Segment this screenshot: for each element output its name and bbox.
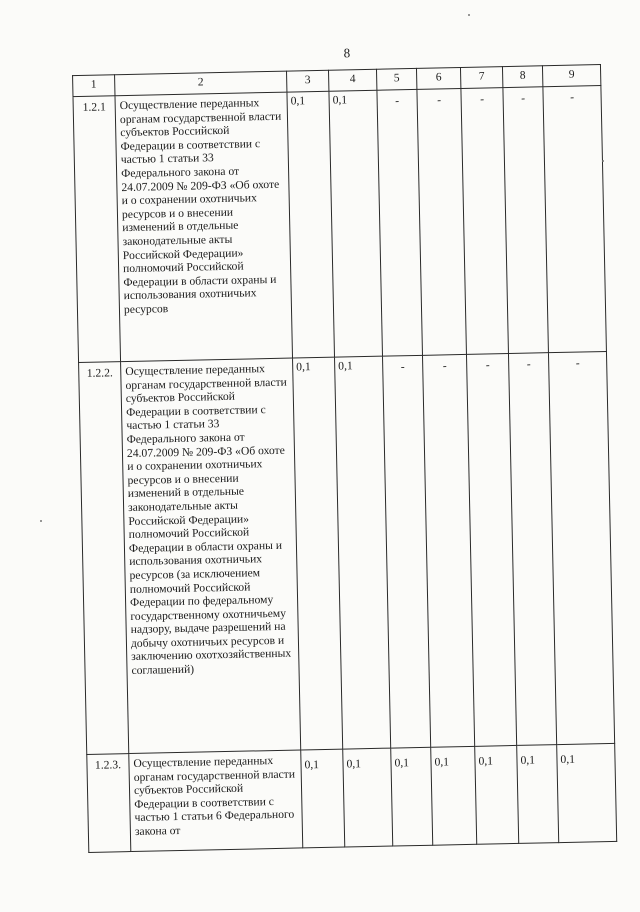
row-value: 0,1 — [329, 90, 383, 357]
page-number: 8 — [343, 45, 351, 61]
row-value: - — [466, 354, 516, 747]
row-description: Осуществление переданных органам государственной власти субъектов Российской Федерации в соответствии с частью 1 статьи 6 Федерального закона от — [129, 750, 303, 852]
row-value: 0,1 — [293, 357, 343, 750]
row-value: - — [377, 89, 423, 356]
column-header: 1 — [73, 75, 115, 97]
row-value: 0,1 — [475, 745, 519, 844]
row-value: 0,1 — [301, 749, 345, 848]
row-value: 0,1 — [391, 747, 433, 846]
row-code: 1.2.2. — [79, 362, 129, 755]
column-header: 5 — [376, 68, 416, 90]
column-header: 7 — [460, 67, 502, 89]
row-description: Осуществление переданных органам государственной власти субъектов Российской Федерации в соответствии с частью 1 статьи 33 Федерального закона от 24.07.2009 № 209-ФЗ «Об охоте и о сохранении охотничьих ресурсов и о внесении изменений в отдельные законодательные акты Российской Федерации» полномочий Российской Федерации в области охраны и использования охотничьих ресурсов — [115, 92, 293, 362]
row-value: - — [461, 88, 509, 355]
row-value: 0,1 — [431, 746, 477, 845]
column-header: 4 — [328, 69, 376, 91]
column-header: 2 — [115, 71, 287, 96]
row-value: 0,1 — [557, 743, 617, 842]
row-value: 0,1 — [335, 356, 391, 749]
row-value: - — [417, 88, 467, 355]
row-value: - — [382, 355, 430, 748]
row-value: - — [422, 354, 474, 747]
row-value: - — [543, 86, 607, 353]
column-header: 9 — [542, 65, 600, 87]
table-row — [79, 351, 615, 754]
row-value: - — [548, 351, 614, 744]
column-header: 3 — [287, 70, 329, 92]
row-description: Осуществление переданных органам государственной власти субъектов Российской Федерации в соответствии с частью 1 статьи 33 Федерального закона от 24.07.2009 № 209-ФЗ «Об охоте и о сохранении охотничьих ресурсов и о внесении изменений в отдельные законодательные акты Российской Федерации» полномочий Российской Федерации в области охраны и использования охотничьих ресурсов (за исключением полномочий Российской Федерации по федеральному государственному охотничьему надзору, выдаче разрешений на добычу охотничьих ресурсов и заключению охотхозяйственных соглашений) — [121, 358, 301, 754]
row-value: - — [503, 87, 549, 354]
column-header: 6 — [416, 67, 460, 89]
table-row — [87, 743, 617, 852]
data-table — [72, 64, 617, 853]
table-row — [73, 86, 606, 363]
scan-speck — [468, 14, 470, 16]
row-value: 0,1 — [343, 748, 393, 847]
row-code: 1.2.1 — [73, 96, 121, 363]
row-code: 1.2.3. — [87, 754, 131, 853]
scan-speck — [602, 160, 604, 162]
column-header: 8 — [502, 66, 542, 88]
row-value: - — [508, 353, 556, 746]
row-value: 0,1 — [287, 91, 335, 358]
row-value: 0,1 — [517, 745, 559, 844]
scan-speck — [40, 520, 42, 522]
